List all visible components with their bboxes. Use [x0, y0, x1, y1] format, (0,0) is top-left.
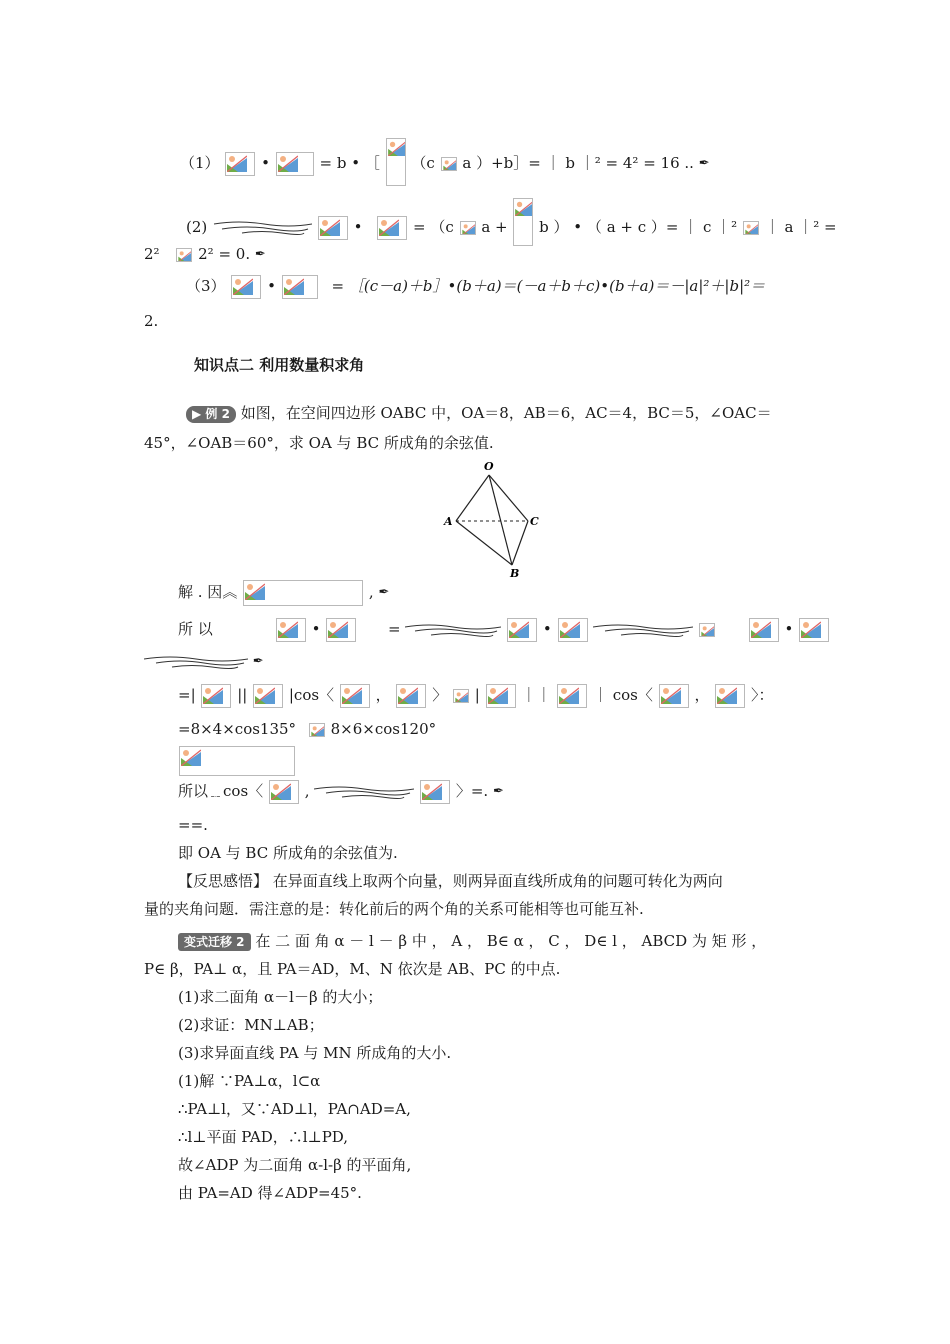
label-A: A	[444, 515, 453, 528]
equation-line-3: （3） • = ［(c－a)＋b］•(b＋a)＝(－a＋b＋c)•(b＋a)＝－|a|²＋|b|²＝	[186, 275, 765, 299]
equation-text: a ）+b］= ｜ b ｜² = 4² = 16 ..	[462, 154, 694, 172]
variation-2-line-1	[178, 930, 766, 952]
solution-line-3	[144, 650, 264, 673]
solution-conclusion: 即 OA 与 BC 所成角的余弦值为.	[178, 844, 398, 862]
equation-line-3-cont: 2.	[144, 312, 159, 330]
wavy-underline-icon	[314, 784, 414, 800]
item-number: （1）	[180, 154, 220, 172]
formula-image-placeholder	[201, 684, 231, 708]
item-number: （3）	[186, 277, 226, 295]
equation-line-2: (2) • = （c a + b ） • （ a + c ）= ｜ c ｜² ｜ a ｜² =	[186, 198, 837, 246]
pen-mark-icon: ✒	[492, 784, 504, 799]
answer-line-2: ∴PA⊥l，又∵AD⊥l，PA∩AD=A,	[178, 1100, 411, 1118]
equation-line-1: （1） • = b • ［ （c a ）+b］= ｜ b ｜² = 4² = 16 .. ✒	[180, 138, 710, 186]
reflection-line-2: 量的夹角问题．需注意的是：转化前后的两个角的关系可能相等也可能互补.	[144, 900, 644, 918]
pen-mark-icon: ✒	[378, 585, 390, 600]
equation-text: = （c	[413, 218, 454, 236]
equation-line-2-cont	[144, 243, 266, 266]
formula-image-placeholder	[743, 221, 759, 235]
formula-image-placeholder	[225, 152, 255, 176]
formula-image-placeholder	[318, 216, 348, 240]
formula-image-placeholder	[377, 216, 407, 240]
answer-line-5: 由 PA=AD 得∠ADP=45°.	[178, 1184, 362, 1202]
example-2-line-2: 45°，∠OAB＝60°，求 OA 与 BC 所成角的余弦值.	[144, 434, 494, 452]
wavy-underline-icon	[212, 220, 312, 236]
wavy-underline-icon	[593, 622, 693, 638]
solution-line-6	[178, 746, 296, 776]
formula-image-placeholder	[282, 275, 318, 299]
example-badge: ▶ 例 2	[186, 406, 236, 423]
formula-image-placeholder	[276, 152, 314, 176]
pen-mark-icon: ✒	[698, 156, 710, 171]
formula-image-placeholder	[276, 618, 306, 642]
solution-line-7: 所以﹎cos〈 , 〉=. ✒	[178, 780, 504, 804]
example-2-line-1	[186, 402, 772, 424]
question-1: (1)求二面角 α－l－β 的大小；	[178, 988, 383, 1006]
example-text: 如图，在空间四边形 OABC 中，OA＝8，AB＝6，AC＝4，BC＝5，∠OAC＝	[240, 404, 772, 422]
wavy-underline-icon	[405, 622, 501, 638]
equation-text: 2²	[144, 245, 160, 263]
edge-CB	[512, 521, 528, 565]
equation-text: a +	[481, 218, 508, 236]
formula-image-placeholder	[176, 248, 192, 262]
equation-text: ｜ a ｜² =	[764, 218, 837, 236]
solution-line-4: =| || |cos〈 ， 〉 | ｜｜ ｜ cos〈 ， 〉：	[178, 684, 774, 708]
formula-image-placeholder	[513, 198, 533, 246]
question-3: (3)求异面直线 PA 与 MN 所成角的大小.	[178, 1044, 452, 1062]
formula-image-placeholder	[699, 623, 715, 637]
formula-image-placeholder	[486, 684, 516, 708]
tetrahedron-figure	[438, 455, 548, 581]
formula-image-placeholder	[340, 684, 370, 708]
formula-image-placeholder	[243, 580, 363, 606]
variation-2-line-2: P∈ β，PA⊥ α，且 PA＝AD，M、N 依次是 AB、PC 的中点.	[144, 960, 561, 978]
formula-image-placeholder	[420, 780, 450, 804]
formula-image-placeholder	[179, 746, 295, 776]
pen-mark-icon: ✒	[252, 654, 264, 669]
solution-line-1: 解 . 因︽ , ✒	[178, 580, 389, 606]
item-number: (2)	[186, 218, 208, 236]
variation-text: 在 二 面 角 α － l － β 中 ， A ， B∈ α ， C ， D∈ l ， ABCD 为 矩 形 ，	[255, 932, 767, 950]
equation-text: b ） • （ a + c ）= ｜ c ｜²	[539, 218, 738, 236]
formula-image-placeholder	[231, 275, 261, 299]
formula-image-placeholder	[453, 689, 469, 703]
label-B: B	[510, 567, 520, 580]
formula-image-placeholder	[558, 618, 588, 642]
answer-line-4: 故∠ADP 为二面角 α-l-β 的平面角,	[178, 1156, 412, 1174]
formula-image-placeholder	[441, 157, 457, 171]
formula-image-placeholder	[460, 221, 476, 235]
equation-text: （c	[411, 154, 435, 172]
equation-text: 2² = 0.	[198, 245, 251, 263]
label-O: O	[484, 460, 494, 473]
reflection-line-1: 【反思感悟】 在异面直线上取两个向量，则两异面直线所成角的问题可转化为两向	[178, 872, 723, 890]
formula-image-placeholder	[326, 618, 356, 642]
formula-image-placeholder	[749, 618, 779, 642]
edge-AB	[456, 521, 512, 565]
answer-line-3: ∴l⊥平面 PAD，∴l⊥PD,	[178, 1128, 349, 1146]
formula-image-placeholder	[309, 723, 325, 737]
formula-image-placeholder	[659, 684, 689, 708]
solution-line-5: =8×4×cos135° 8×6×cos120°	[178, 720, 437, 738]
formula-image-placeholder	[507, 618, 537, 642]
formula-image-placeholder	[557, 684, 587, 708]
answer-line-1: (1)解 ∵PA⊥α，l⊂α	[178, 1072, 321, 1090]
equation-text: = ［(c－a)＋b］•(b＋a)＝(－a＋b＋c)•(b＋a)＝－|a|²＋|b|²＝	[331, 277, 766, 295]
formula-image-placeholder	[396, 684, 426, 708]
formula-image-placeholder	[799, 618, 829, 642]
question-2: (2)求证：MN⊥AB；	[178, 1016, 324, 1034]
solution-line-8: ==.	[178, 816, 208, 834]
variation-badge: 变式迁移 2	[178, 933, 251, 951]
formula-image-placeholder	[253, 684, 283, 708]
equation-text: = b • ［	[319, 154, 380, 172]
formula-image-placeholder	[269, 780, 299, 804]
wavy-underline-icon	[144, 654, 248, 670]
pen-mark-icon: ✒	[254, 247, 266, 262]
edge-OA	[456, 475, 489, 521]
label-C: C	[530, 515, 539, 528]
section-heading: 知识点二 利用数量积求角	[194, 356, 365, 374]
formula-image-placeholder	[715, 684, 745, 708]
formula-image-placeholder	[386, 138, 406, 186]
solution-line-2: 所 以 • = • •	[178, 618, 830, 642]
